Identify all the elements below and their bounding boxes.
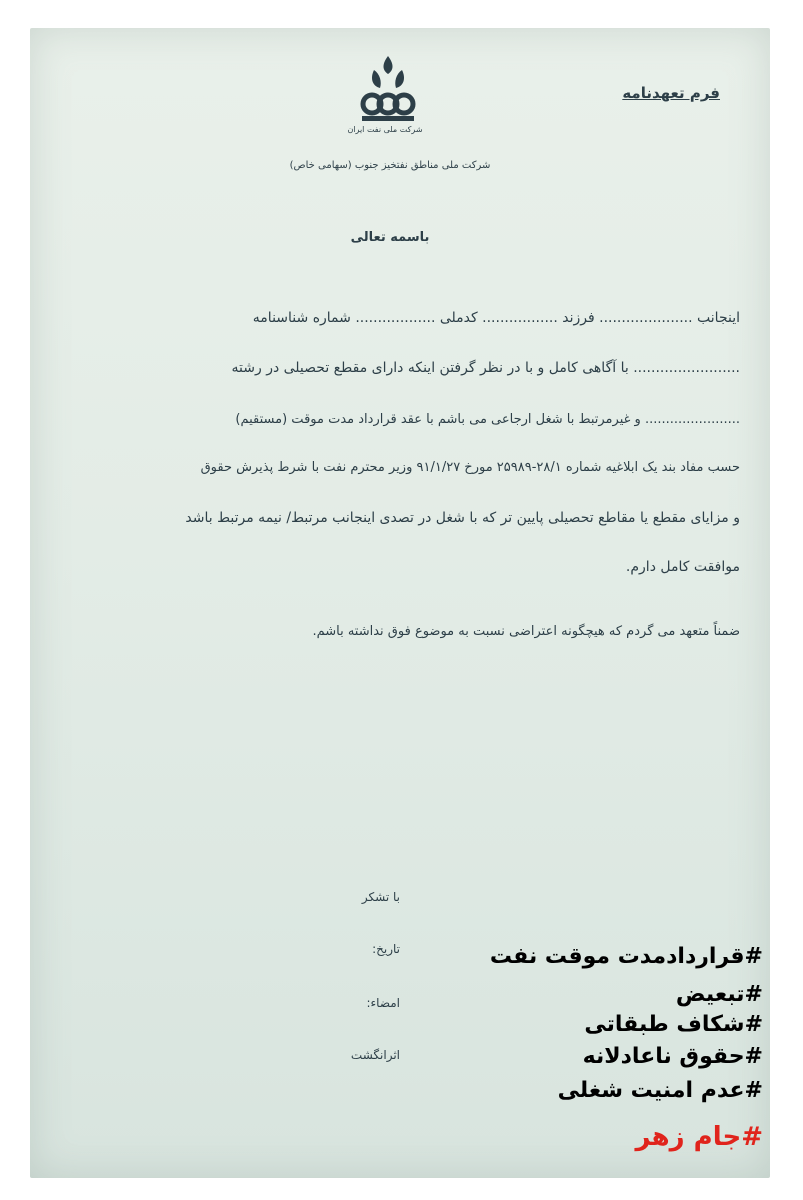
body-line-3: ....................... و غیرمرتبط با شغل ارجاعی می باشم با عقد قرارداد مدت موقت (مستقیم)	[235, 412, 740, 427]
form-title: فرم تعهدنامه	[622, 84, 720, 102]
hashtag-3: #شکاف طبقاتی	[584, 1012, 763, 1037]
signature-fingerprint: اثرانگشت	[350, 1048, 400, 1062]
hashtag-4: #حقوق ناعادلانه	[582, 1044, 763, 1069]
logo-caption: شرکت ملی نفت ایران	[347, 125, 423, 134]
body-line-4: حسب مفاد بند یک ابلاغیه شماره ۲۸/۱-۲۵۹۸۹ مورخ ۹۱/۱/۲۷ وزیر محترم نفت با شرط پذیرش حقوق	[200, 460, 740, 475]
body-line-6: موافقت کامل دارم.	[625, 559, 740, 575]
signature-sign: امضاء:	[366, 996, 400, 1010]
signature-date: تاریخ:	[372, 942, 400, 956]
signature-thanks: با تشکر	[361, 890, 400, 904]
hashtag-1: #قراردادمدت موقت نفت	[489, 944, 763, 969]
hashtag-red: #جام زهر	[635, 1122, 763, 1152]
document-heading: باسمه تعالی	[350, 230, 430, 245]
body-line-5: و مزایای مقطع یا مقاطع تحصیلی پایین تر که با شغل در تصدی اینجانب مرتبط/ نیمه مرتبط باشد	[185, 510, 740, 526]
body-line-1: اینجانب ..................... فرزند ................. کدملی .................. شماره شناسنامه	[252, 310, 740, 326]
company-name: شرکت ملی مناطق نفتخیز جنوب (سهامی خاص)	[289, 160, 491, 171]
hashtag-5: #عدم امنیت شغلی	[557, 1078, 763, 1103]
document-photo	[30, 28, 770, 1178]
commitment-line: ضمناً متعهد می گردم که هیچگونه اعتراضی نسبت به موضوع فوق نداشته باشم.	[312, 624, 740, 639]
hashtag-2: #تبعیض	[675, 982, 763, 1007]
body-line-2: ........................ با آگاهی کامل و با در نظر گرفتن اینکه دارای مقطع تحصیلی در رشته	[231, 360, 740, 376]
